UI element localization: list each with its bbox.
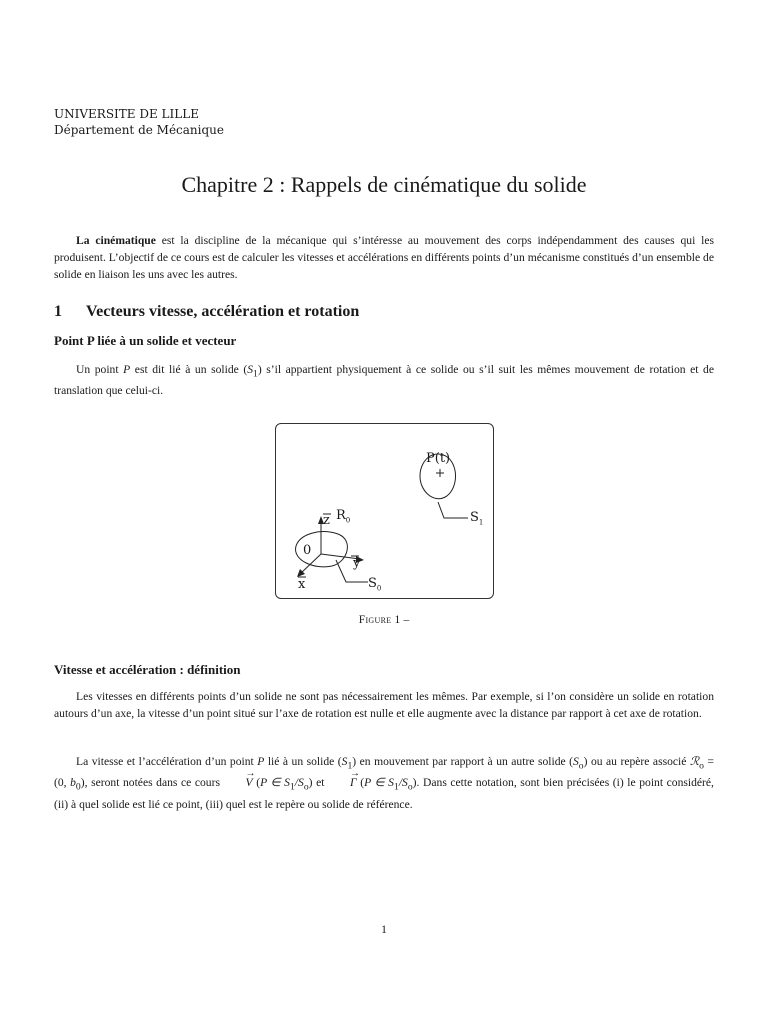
section-title: Vecteurs vitesse, accélération et rotation xyxy=(86,303,360,320)
intro-bold-term: La cinématique xyxy=(76,234,156,247)
point-var-s-sub: 1 xyxy=(252,368,258,380)
p2-ro-sub: o xyxy=(699,760,704,772)
kinematics-diagram xyxy=(276,424,493,598)
intro-text: est la discipline de la mécanique qui s’intéresse au mouvement des corps indépendamment des causes qui les produisent. L’objectif de ce cours est de calculer les vitesses et accélérations en différents points d’un mécanisme constitués d’un ensemble de solide en liaison les uns avec les autres. xyxy=(54,234,715,281)
label-z-axis: z xyxy=(323,513,330,528)
label-s0 xyxy=(368,576,381,593)
subsection-heading-point: Point P liée à un solide et vecteur xyxy=(54,333,237,348)
p2-vexpr: P ∈ S xyxy=(260,776,290,790)
point-text-c: ) s’il appartient physiquement à ce solide ou s’il suit les mêmes mouvement de rotation et de translation que celui-ci. xyxy=(54,363,714,398)
p2-f: ), seront notées dans ce cours xyxy=(80,776,224,790)
p2-a: La vitesse et l’accélération d’un point xyxy=(76,755,258,768)
p2-gexpr-b: /S xyxy=(398,776,408,790)
vitesse-paragraph-1: Les vitesses en différents points d’un solide ne sont pas nécessairement les mêmes. Par exemple, si l’on considère un solide en rotation autours d’un axe, la vitesse d’un point situé sur l’axe de rotation est nulle et elle augmente avec la distance par rapport à cet axe de rotation. xyxy=(54,690,714,720)
caption-label: Figure 1 xyxy=(358,614,401,626)
p2-gexpr: P ∈ S xyxy=(364,776,394,790)
p2-i: ( xyxy=(356,776,365,790)
section-number: 1 xyxy=(54,303,62,320)
section-heading xyxy=(54,303,359,321)
point-text-a: Un point xyxy=(76,363,124,376)
label-s0-sub: 0 xyxy=(376,584,382,593)
caption-dash: – xyxy=(400,614,410,626)
p2-c: ) en mouvement par rapport à un autre solide ( xyxy=(352,755,573,768)
point-var-s: S xyxy=(247,363,253,376)
label-x-axis: x xyxy=(298,577,306,592)
figure-frame xyxy=(275,423,494,599)
label-r0 xyxy=(336,508,350,525)
page-title: Chapitre 2 : Rappels de cinématique du solide xyxy=(181,172,587,197)
p2-gexpr-sub1: 1 xyxy=(393,781,399,793)
university-name: UNIVERSITE DE LILLE xyxy=(54,107,199,121)
label-r0-sub: 0 xyxy=(345,516,351,525)
p2-p: P xyxy=(257,755,265,768)
p2-vector-gamma: → Γ xyxy=(328,774,357,791)
figure-caption xyxy=(0,614,768,626)
p2-h: ) et xyxy=(308,776,329,790)
p2-so: S xyxy=(572,755,579,768)
department-name: Département de Mécanique xyxy=(54,123,225,137)
p2-vexpr-b: /S xyxy=(294,776,304,790)
p2-gexpr-sub2: o xyxy=(407,781,413,793)
p2-b0: b xyxy=(70,776,76,790)
document-header xyxy=(54,106,224,138)
point-paragraph xyxy=(54,361,714,399)
label-point-pt: P(t) xyxy=(426,451,451,466)
intro-paragraph xyxy=(54,232,714,283)
vitesse-paragraph-2 xyxy=(54,753,714,813)
label-s1 xyxy=(470,510,483,527)
label-y-axis: y xyxy=(353,556,361,571)
p2-b0-sub: 0 xyxy=(75,781,81,793)
p2-vexpr-sub1: 1 xyxy=(289,781,295,793)
point-text-b: est dit lié à un solide ( xyxy=(130,363,248,376)
page-number: 1 xyxy=(381,922,387,936)
p2-so-sub: o xyxy=(578,760,584,772)
solid-s1-leader xyxy=(438,502,468,518)
label-s0-main: S xyxy=(368,576,377,591)
p2-j: ). Dans cette notation, sont bien précisées (i) le point considéré, (ii) à quel solide est lié ce point, (iii) quel est le repère ou solide de référence. xyxy=(54,776,714,811)
p2-d: ) ou au repère associé xyxy=(583,755,690,768)
p2-vector-v: → V xyxy=(224,774,253,791)
label-s1-sub: 1 xyxy=(478,518,484,527)
p2-ro: ℛ xyxy=(689,755,700,768)
p2-s1-sub: 1 xyxy=(347,760,353,772)
label-origin: 0 xyxy=(303,543,312,558)
solid-s0-leader xyxy=(336,560,368,582)
point-var-p: P xyxy=(123,363,131,376)
p2-g: ( xyxy=(252,776,261,790)
p2-s1: S xyxy=(341,755,348,768)
label-r0-main: R xyxy=(336,508,346,523)
subsection-heading-vitesse: Vitesse et accélération : définition xyxy=(54,662,241,677)
p2-b: lié à un solide ( xyxy=(264,755,342,768)
p2-e: = (0, xyxy=(54,755,715,790)
p2-vexpr-sub2: o xyxy=(303,781,309,793)
label-s1-main: S xyxy=(470,510,479,525)
